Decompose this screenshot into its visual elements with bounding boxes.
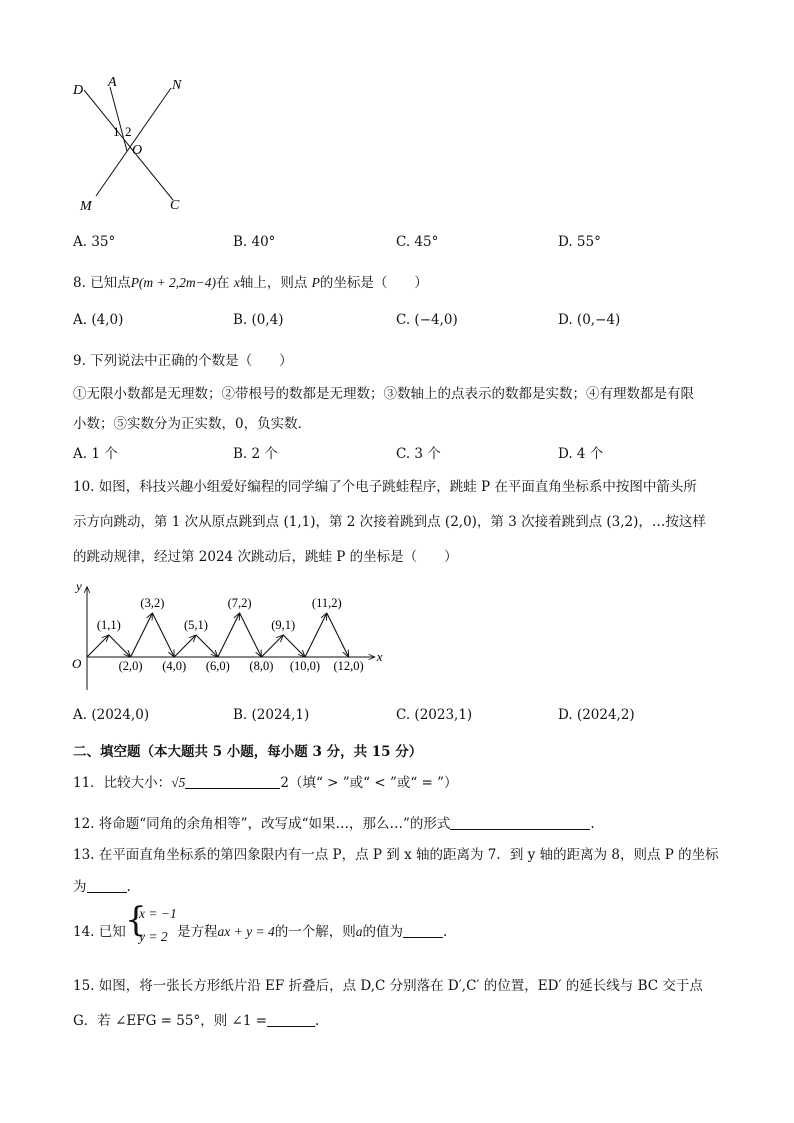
question-13-line2: [73, 875, 131, 895]
option-d: D. (2024,2): [558, 707, 635, 723]
q8-axis: x: [233, 275, 240, 290]
point-label: (11,2): [311, 596, 342, 610]
question-8: [73, 271, 428, 291]
jump-arrow: [283, 635, 305, 657]
label-angle-2: 2: [125, 124, 132, 139]
option-a: A. (2024,0): [73, 707, 150, 723]
question-12: [73, 812, 595, 832]
angle-figure: [70, 70, 200, 220]
answer-blank[interactable]: [267, 1012, 315, 1027]
question-14-tail: [177, 920, 447, 940]
point-label: (3,2): [140, 596, 165, 610]
point-label: (7,2): [227, 596, 252, 610]
q14-eq2: y = 2: [139, 929, 168, 944]
label-N: N: [172, 78, 182, 93]
point-label: (8,0): [249, 659, 274, 673]
option-b: B. (0,4): [233, 312, 284, 328]
q13-text: 为: [73, 879, 87, 895]
option-d: D. (0,−4): [558, 312, 621, 328]
jump-arrow: [327, 613, 349, 657]
q11-text: 11．比较大小：: [73, 775, 172, 791]
q11-text-b: 2（填“ > ”或“ < ”或“ = ”）: [280, 775, 458, 791]
question-15-line2: [73, 1009, 319, 1029]
point-label: (9,1): [271, 618, 296, 632]
answer-blank[interactable]: [450, 815, 590, 830]
option-a: A. 35°: [73, 234, 116, 250]
option-c: C. 3 个: [396, 446, 441, 462]
q9-stem: 9. 下列说法中正确的个数是（ ）: [73, 353, 293, 369]
q14-eq1: x = −1: [139, 906, 177, 921]
point-label: (4,0): [162, 659, 187, 673]
q10-stem-line1: 10. 如图，科技兴趣小组爱好编程的同学编了个电子跳蛙程序，跳蛙 P 在平面直角坐标系中按图中箭头所: [73, 479, 697, 495]
q14-text: 是方程: [177, 924, 218, 940]
option-b: B. (2024,1): [233, 707, 310, 723]
point-label: (10,0): [289, 659, 321, 673]
q8-stem-b: 在: [216, 275, 230, 291]
q14-text-c: 的一个解，则: [274, 924, 356, 940]
option-d: D. 55°: [558, 234, 601, 250]
label-D: D: [73, 83, 84, 98]
point-label: (1,1): [96, 618, 121, 632]
q15-text: G．若 ∠EFG = 55°，则 ∠1 =: [73, 1013, 268, 1029]
jump-arrow: [305, 613, 327, 657]
line-DC: [84, 90, 173, 200]
jump-arrow: [261, 635, 283, 657]
q8-point: P(m + 2,2m−4): [130, 275, 217, 290]
q10-stem-line3: 的跳动规律，经过第 2024 次跳动后，跳蛙 P 的坐标是（ ）: [73, 549, 458, 565]
option-c: C. (−4,0): [396, 312, 458, 328]
option-c: C. 45°: [396, 234, 439, 250]
answer-blank[interactable]: [185, 774, 280, 789]
x-axis-label: x: [376, 649, 383, 664]
label-angle-1: 1: [113, 124, 120, 139]
q10-stem-line2: 示方向跳动，第 1 次从原点跳到点 (1,1)，第 2 次接着跳到点 (2,0)，第 3 次接着跳到点 (3,2)，…按这样: [73, 514, 706, 530]
q12-text: 12. 将命题“同角的余角相等”，改写成“如果…，那么…”的形式: [73, 816, 451, 832]
jump-arrow: [174, 635, 196, 657]
q8-number: 8.: [73, 275, 86, 291]
line-MN: [96, 88, 171, 196]
section-title: 二、填空题（本大题共 5 小题，每小题 3 分，共 15 分）: [73, 744, 423, 760]
point-label: (12,0): [333, 659, 364, 673]
q8-stem-d: 的坐标是（ ）: [319, 275, 428, 291]
label-M: M: [80, 199, 92, 214]
label-A: A: [108, 75, 117, 90]
q15-line1: 15. 如图，将一张长方形纸片沿 EF 折叠后，点 D,C 分别落在 D′,C′ 的位置，ED′ 的延长线与 BC 交于点: [73, 978, 703, 994]
q13-line1: 13. 在平面直角坐标系的第四象限内有一点 P，点 P 到 x 轴的距离为 7．到 y 轴的距离为 8，则点 P 的坐标: [73, 847, 719, 863]
point-label: (2,0): [118, 659, 143, 673]
jump-arrow: [240, 613, 262, 657]
y-axis-label: y: [76, 578, 82, 594]
jump-arrow: [109, 635, 131, 657]
option-a: A. 1 个: [73, 446, 118, 462]
point-label: (6,0): [205, 659, 230, 673]
q14-text-d: 的值为: [362, 924, 403, 940]
q9-statements-line1: ①无限小数都是无理数；②带根号的数都是无理数；③数轴上的点表示的数都是实数；④有理数都是有限: [73, 386, 694, 402]
jump-arrow: [218, 613, 240, 657]
q11-sqrt: √5: [171, 775, 186, 790]
jump-arrow: [196, 635, 218, 657]
q8-stem: 已知点: [90, 275, 131, 291]
q9-statements-line2: 小数；⑤实数分为正实数，0，负实数．: [73, 416, 312, 432]
jump-arrow: [131, 613, 153, 657]
q14-var: a: [355, 924, 363, 939]
label-O: O: [132, 143, 143, 158]
option-c: C. (2023,1): [396, 707, 473, 723]
option-b: B. 2 个: [233, 446, 278, 462]
jump-arrow: [152, 613, 174, 657]
point-label: (5,1): [184, 618, 208, 632]
option-d: D. 4 个: [558, 446, 604, 462]
origin-label: O: [72, 656, 82, 671]
q8-p: P: [311, 275, 320, 290]
label-C: C: [170, 198, 180, 213]
q12-end: .: [590, 816, 595, 832]
q15-end: .: [315, 1013, 320, 1029]
q8-stem-c: 轴上，则点: [239, 275, 308, 291]
frog-jump-chart: [60, 570, 400, 700]
option-a: A. (4,0): [73, 312, 124, 328]
option-b: B. 40°: [233, 234, 276, 250]
q14-prefix: 14. 已知: [73, 924, 126, 940]
q14-equation: ax + y = 4: [217, 924, 275, 939]
system-brace: {: [125, 900, 147, 940]
answer-blank[interactable]: [87, 878, 127, 893]
q13-end: .: [126, 879, 131, 895]
ray-OA: [110, 87, 127, 151]
answer-blank[interactable]: [403, 923, 443, 938]
question-11: [73, 771, 458, 791]
jump-arrow: [87, 635, 109, 657]
q14-end: .: [442, 924, 448, 940]
